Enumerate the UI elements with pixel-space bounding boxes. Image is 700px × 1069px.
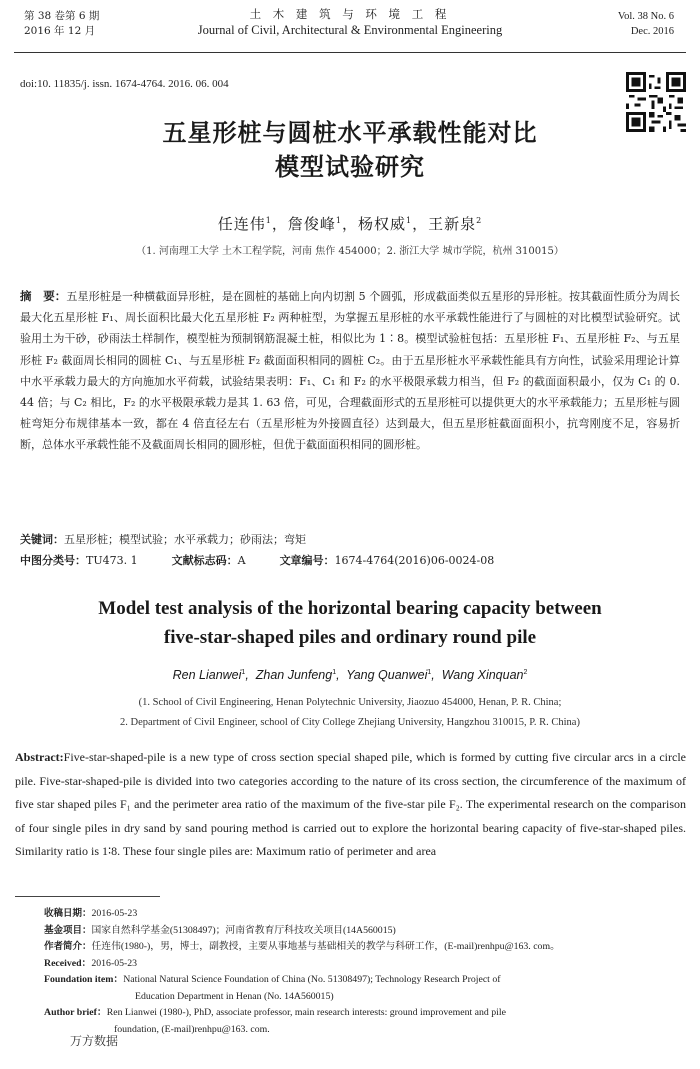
author-sup: 1 (335, 216, 342, 225)
doi: doi:10. 11835/j. issn. 1674-4764. 2016. 06. 004 (20, 78, 229, 90)
author-en: Wang Xinquan (441, 668, 524, 682)
author-cn: 杨权威 (358, 215, 407, 233)
author-en: Zhan Junfeng (255, 668, 333, 682)
author-cn: 詹俊峰 (287, 215, 336, 233)
abstract-en-text: Five-star-shaped-pile is a new type of cross section special shaped pile, which is formed by cutting five circular arcs in a circle pile. Five-star-shaped-pile is divided into two categories according to the nature of its cross section, the circumference of the maximum of five star shaped piles F₁ and the perimeter area ratio of the maximum of the five-star pile F₂. The experimental research on the comparison of four single piles in dry sand by sand pouring method is carried out to explore the horizontal bearing capacity of five-star-shaped piles. Similarity ratio is 1∶8. These four single piles are: Maximum ratio of perimeter and area (15, 750, 686, 858)
footnotes (44, 906, 684, 1038)
author-cn: 王新泉 (428, 215, 477, 233)
author-sup: 2 (523, 668, 528, 676)
author-brief-en-line1: Ren Lianwei (1980-), PhD, associate professor, main research interests: ground improvement and pile (106, 1007, 506, 1018)
clc-value: TU473. 1 (86, 554, 138, 567)
author-brief-cn-label: 作者简介： (44, 941, 92, 952)
abstract-cn-label: 摘 要： (20, 289, 67, 303)
abstract-en-label: Abstract: (15, 750, 64, 764)
doc-code-value: A (237, 554, 246, 567)
affiliation-en (0, 693, 700, 733)
author-cn: 任连伟 (217, 215, 266, 233)
fund-en-line1: National Natural Science Foundation of China (No. 51308497); Technology Research Project of (123, 974, 501, 985)
title-en-line2: five-star-shaped piles and ordinary round pile (163, 627, 537, 648)
keywords-cn: 五星形桩；模型试验；水平承载力；砂雨法；弯矩 (64, 533, 306, 546)
affiliation-en-line2: 2. Department of Civil Engineer, school of City College Zhejiang University, Hangzhou 310015, P. R. China) (120, 717, 580, 728)
fund-cn: 国家自然科学基金(51308497)；河南省教育厅科技攻关项目(14A560015) (91, 924, 396, 936)
clc-label: 中图分类号： (20, 554, 86, 567)
doc-code-label: 文献标志码： (171, 554, 238, 567)
article-no-value: 1674-4764(2016)06-0024-08 (334, 554, 495, 567)
abstract-cn (20, 286, 680, 456)
author-sup: 2 (476, 216, 483, 225)
received-cn: 2016-05-23 (91, 908, 138, 919)
keywords-block-cn (20, 529, 680, 571)
title-cn-line1: 五星形桩与圆桩水平承载性能对比 (162, 118, 538, 147)
header-date-cn: 2016 年 12 月 (24, 25, 96, 37)
fund-en-line2: Education Department in Henan (No. 14A560015) (135, 990, 334, 1002)
header-divider (14, 52, 686, 53)
author-sup: 1 (332, 668, 337, 676)
journal-name-en: Journal of Civil, Architectural & Environmental Engineering (197, 23, 503, 37)
article-title-cn (0, 116, 700, 184)
header-vol-en (618, 9, 674, 39)
authors-cn: 任连伟$^1$，詹俊峰$^1$，杨权威$^1$，王新泉$^2$ (217, 215, 483, 233)
received-en: 2016-05-23 (91, 957, 138, 969)
header-volume: 第 38 卷第 6 期 (24, 10, 100, 22)
received-cn-label: 收稿日期： (44, 908, 92, 919)
author-en: Ren Lianwei (172, 668, 242, 682)
author-brief-en-line2: foundation, (E-mail)renhpu@163. com. (114, 1023, 270, 1035)
journal-name-cn: 土 木 建 筑 与 环 境 工 程 (249, 7, 451, 21)
affiliation-cn: （1. 河南理工大学 土木工程学院，河南 焦作 454000；2. 浙江大学 城市学院，杭州 310015） (136, 246, 564, 257)
authors-en: Ren Lianwei$^1$, Zhan Junfeng$^1$, Yang Quanwei$^1$, Wang Xinquan$^2$ (172, 668, 528, 682)
footnote-divider (15, 896, 160, 897)
keywords-cn-label: 关键词： (20, 533, 64, 546)
article-title-en (0, 594, 700, 652)
article-no-label: 文章编号： (279, 554, 335, 567)
abstract-en (15, 746, 686, 864)
header-vol-no: Vol. 38 No. 6 (617, 11, 674, 22)
author-sup: 1 (265, 216, 272, 225)
title-cn-line2: 模型试验研究 (275, 152, 425, 181)
received-en-label: Received： (44, 957, 92, 969)
header-date-en: Dec. 2016 (630, 26, 674, 37)
author-sup: 1 (406, 216, 413, 225)
author-sup: 1 (427, 668, 432, 676)
abstract-cn-text: 五星形桩是一种横截面异形桩，是在圆桩的基础上向内切割 5 个圆弧，形成截面类似五星形的异形桩。按其截面性质分为周长最大化五星形桩 F₁、周长面积比最大化五星形桩 F₂ 两种桩型，为掌握五星形桩的水平承载性能进行了与圆桩的对比模型试验研究。试验用土为干砂，砂雨法土样制作，模型桩为预制钢筋混凝土桩，相似比为 1∶8。模型试验桩包括：五星形桩 F₁、五星形桩 F₂、与五星形桩 F₂ 截面周长相同的圆桩 C₁、与五星形桩 F₂ 截面面积相同的圆桩 C₂。由于五星形桩水平承载性能具有方向性，试验采用理论计算中水平承载力最大的方向施加水平荷载，试验结果表明：F₁、C₁ 和 F₂ 的水平极限承载力相当，但 F₂ 的截面面积最小，仅为 C₁ 的 0. 44 倍；与 C₂ 相比，F₂ 的水平极限承载力是其 1. 63 倍，可见，合理截面形式的五星形桩可以提供更大的水平承载能力；五星形桩与圆桩弯矩分布规律基本一致，都在 4 倍直径左右（五星形桩为外接圆直径）达到最大，但五星形桩截面面积小，抗弯刚度不足，容易折断，总体水平承载性能不及截面周长相同的圆形桩，但优于截面面积相同的圆形桩。 (20, 290, 680, 452)
fund-cn-label: 基金项目： (44, 924, 92, 936)
author-brief-cn: 任连伟(1980-)，男，博士，副教授，主要从事地基与基础相关的教学与科研工作，(E-mail)renhpu@163. com。 (91, 941, 560, 952)
fund-en-label: Foundation item： (44, 974, 124, 985)
author-brief-en-label: Author brief： (44, 1007, 107, 1018)
author-sup: 1 (241, 668, 246, 676)
watermark: 万方数据 (70, 1034, 119, 1048)
author-en: Yang Quanwei (346, 668, 428, 682)
header-journal (0, 6, 700, 38)
affiliation-en-line1: (1. School of Civil Engineering, Henan Polytechnic University, Jiaozuo 454000, Henan, P. R. China; (138, 697, 562, 708)
title-en-line1: Model test analysis of the horizontal bearing capacity between (98, 598, 602, 619)
